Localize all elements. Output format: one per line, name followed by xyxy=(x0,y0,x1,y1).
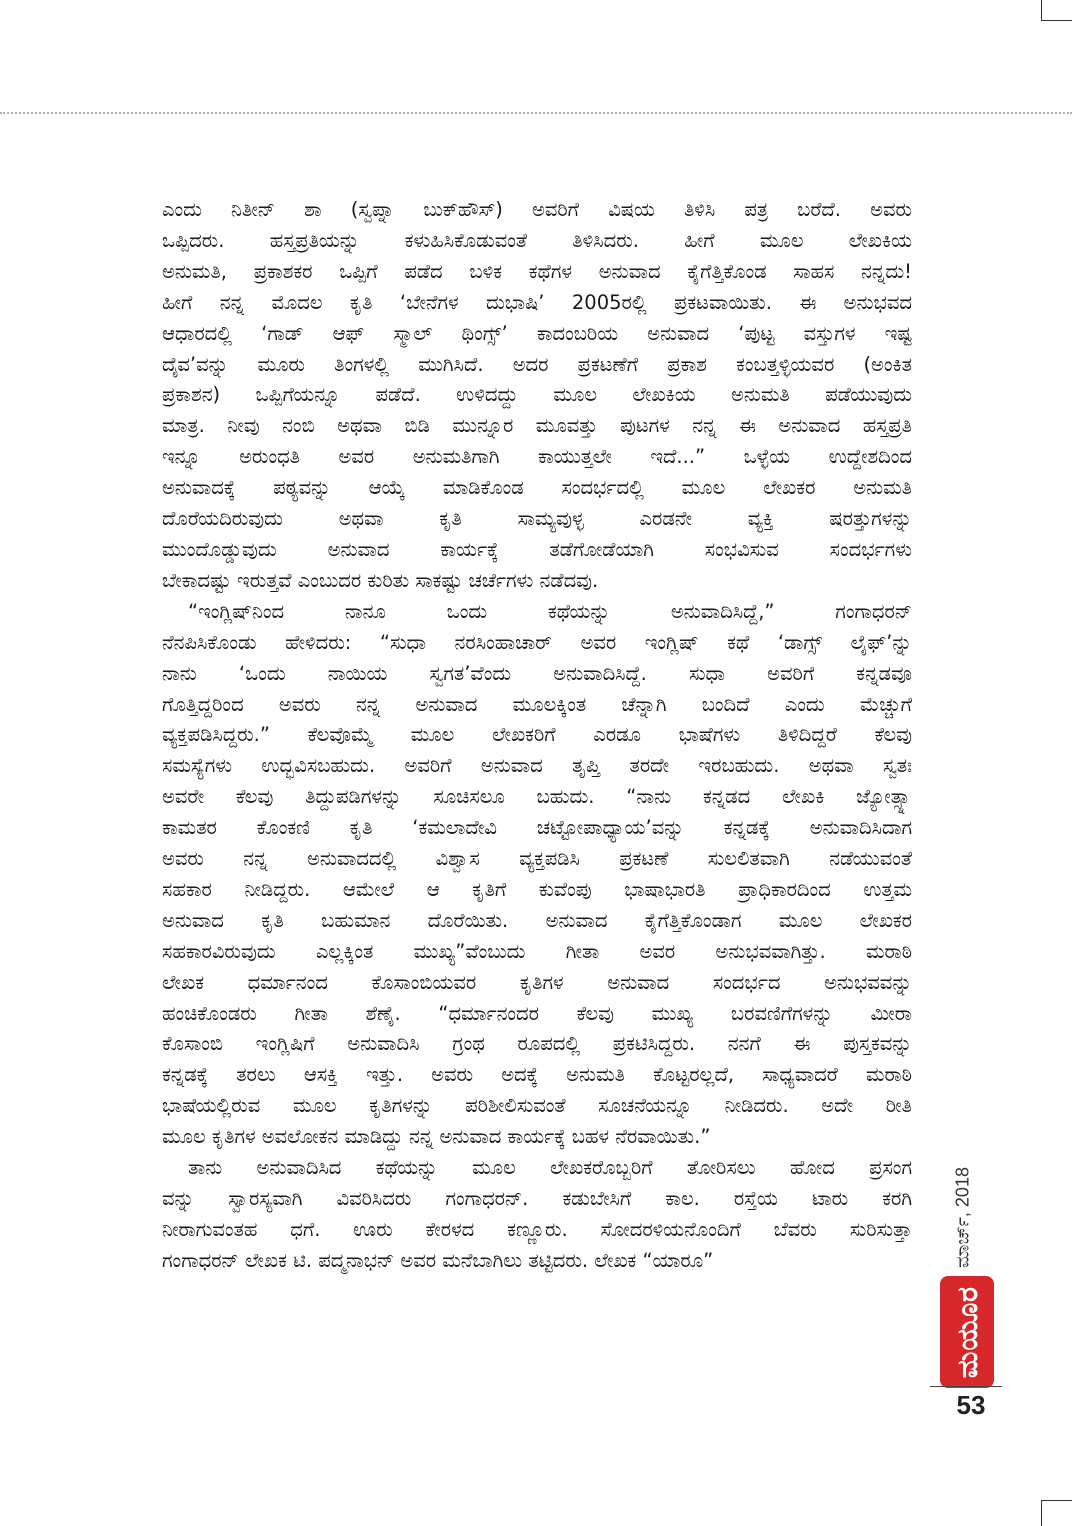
text-line: ವ್ಯಕ್ತಪಡಿಸಿದ್ದರು.” ಕೆಲವೊಮ್ಮೆ ಮೂಲ ಲೇಖಕರಿಗೆ ಎರಡೂ ಭಾಷೆಗಳು ತಿಳಿದಿದ್ದರೆ ಕೆಲವು xyxy=(162,723,912,747)
page-number: 53 xyxy=(956,1390,986,1420)
text-line: ನೀರಾಗುವಂತಹ ಧಗೆ. ಊರು ಕೇರಳದ ಕಣ್ಣೂರು. ಸೋದರಳಿಯನೊಂದಿಗೆ ಬೆವರು ಸುರಿಸುತ್ತಾ xyxy=(162,1217,912,1241)
text-line: ಎಂದು ನಿತೀನ್ ಶಾ (ಸ್ವಪ್ನಾ ಬುಕ್‌ಹೌಸ್) ಅವರಿಗೆ ವಿಷಯ ತಿಳಿಸಿ ಪತ್ರ ಬರೆದೆ. ಅವರು xyxy=(162,198,912,221)
text-line: ತಾನು ಅನುವಾದಿಸಿದ ಕಥೆಯನ್ನು ಮೂಲ ಲೇಖಕರೊಬ್ಬರಿಗೆ ತೋರಿಸಲು ಹೋದ ಪ್ರಸಂಗ xyxy=(188,1156,912,1180)
text-line: ಅನುವಾದ ಕೃತಿ ಬಹುಮಾನ ದೊರೆಯಿತು. ಅನುವಾದ ಕೈಗೆತ್ತಿಕೊಂಡಾಗ ಮೂಲ ಲೇಖಕರ xyxy=(162,908,912,932)
crop-mark-bottom-right xyxy=(1041,1500,1072,1526)
text-line: ಸಮಸ್ಯೆಗಳು ಉದ್ಭವಿಸಬಹುದು. ಅವರಿಗೆ ಅನುವಾದ ತೃಪ್ತಿ ತರದೇ ಇರಬಹುದು. ಅಥವಾ ಸ್ವತಃ xyxy=(162,754,912,778)
text-line: ಲೇಖಕ ಧರ್ಮಾನಂದ ಕೊಸಾಂಬಿಯವರ ಕೃತಿಗಳ ಅನುವಾದ ಸಂದರ್ಭದ ಅನುಭವವನ್ನು xyxy=(162,970,912,994)
text-line: ಸಹಕಾರವಿರುವುದು ಎಲ್ಲಕ್ಕಿಂತ ಮುಖ್ಯ”ವೆಂಬುದು ಗೀತಾ ಅವರ ಅನುಭವವಾಗಿತ್ತು. ಮರಾಠಿ xyxy=(162,939,912,963)
text-line: ದೊರೆಯದಿರುವುದು ಅಥವಾ ಕೃತಿ ಸಾಮ್ಯವುಳ್ಳ ಎರಡನೇ ವ್ಯಕ್ತಿ ಷರತ್ತುಗಳನ್ನು xyxy=(162,507,912,531)
text-line: ಹಂಚಿಕೊಂಡರು ಗೀತಾ ಶೆಣೈ. “ಧರ್ಮಾನಂದರ ಕೆಲವು ಮುಖ್ಯ ಬರವಣಿಗೆಗಳನ್ನು ಮೀರಾ xyxy=(162,1001,912,1025)
text-line: “ಇಂಗ್ಲಿಷ್‌ನಿಂದ ನಾನೂ ಒಂದು ಕಥೆಯನ್ನು ಅನುವಾದಿಸಿದ್ದೆ,” ಗಂಗಾಧರನ್ xyxy=(188,599,912,623)
text-line: ಅವರೇ ಕೆಲವು ತಿದ್ದುಪಡಿಗಳನ್ನು ಸೂಚಿಸಲೂ ಬಹುದು. “ನಾನು ಕನ್ನಡದ ಲೇಖಕಿ ಜ್ಯೋತ್ಸ್ನಾ xyxy=(162,785,912,809)
magazine-logo-text: ಮಯೂರ xyxy=(950,1285,984,1379)
text-line: ಹೀಗೆ ನನ್ನ ಮೊದಲ ಕೃತಿ ‘ಬೇನೆಗಳ ದುಭಾಷಿ’ 2005ರಲ್ಲಿ ಪ್ರಕಟವಾಯಿತು. ಈ ಅನುಭವದ xyxy=(162,290,912,314)
text-line: ನೆನಪಿಸಿಕೊಂಡು ಹೇಳಿದರು: “ಸುಧಾ ನರಸಿಂಹಾಚಾರ್ ಅವರ ಇಂಗ್ಲಿಷ್ ಕಥೆ ‘ಡಾಗ್ಸ್ ಲೈಫ್’ನ್ನು xyxy=(162,630,912,654)
text-line: ಅನುಮತಿ, ಪ್ರಕಾಶಕರ ಒಪ್ಪಿಗೆ ಪಡೆದ ಬಳಿಕ ಕಥೆಗಳ ಅನುವಾದ ಕೈಗೆತ್ತಿಕೊಂಡ ಸಾಹಸ ನನ್ನದು! xyxy=(162,259,912,283)
dotted-rule xyxy=(0,112,1072,114)
text-line: ಕನ್ನಡಕ್ಕೆ ತರಲು ಆಸಕ್ತಿ ಇತ್ತು. ಅವರು ಅದಕ್ಕೆ ಅನುಮತಿ ಕೊಟ್ಟರಲ್ಲದೆ, ಸಾಧ್ಯವಾದರೆ ಮರಾಠಿ xyxy=(162,1063,912,1087)
text-line: ಗಂಗಾಧರನ್ ಲೇಖಕ ಟಿ. ಪದ್ಮನಾಭನ್ ಅವರ ಮನೆಬಾಗಿಲು ತಟ್ಟಿದರು. ಲೇಖಕ “ಯಾರೂ” xyxy=(162,1248,714,1272)
article-body xyxy=(162,195,912,1277)
text-line: ವನ್ನು ಸ್ವಾರಸ್ಯವಾಗಿ ವಿವರಿಸಿದರು ಗಂಗಾಧರನ್. ಕಡುಬೇಸಿಗೆ ಕಾಲ. ರಸ್ತೆಯ ಟಾರು ಕರಗಿ xyxy=(162,1187,912,1210)
crop-mark-top-right xyxy=(1041,0,1072,21)
text-line: ನಾನು ‘ಒಂದು ನಾಯಿಯ ಸ್ವಗತ’ವೆಂದು ಅನುವಾದಿಸಿದ್ದೆ. ಸುಧಾ ಅವರಿಗೆ ಕನ್ನಡವೂ xyxy=(162,661,912,685)
text-line: ಆಧಾರದಲ್ಲಿ ‘ಗಾಡ್ ಆಫ್ ಸ್ಮಾಲ್ ಥಿಂಗ್ಸ್’ ಕಾದಂಬರಿಯ ಅನುವಾದ ‘ಪುಟ್ಟ ವಸ್ತುಗಳ ಇಷ್ಟ xyxy=(162,321,912,345)
text-line: ಕೊಸಾಂಬಿ ಇಂಗ್ಲಿಷಿಗೆ ಅನುವಾದಿಸಿ ಗ್ರಂಥ ರೂಪದಲ್ಲಿ ಪ್ರಕಟಿಸಿದ್ದರು. ನನಗೆ ಈ ಪುಸ್ತಕವನ್ನು xyxy=(162,1032,912,1056)
text-line: ಮಾತ್ರ. ನೀವು ನಂಬಿ ಅಥವಾ ಬಿಡಿ ಮುನ್ನೂರ ಮೂವತ್ತು ಪುಟಗಳ ನನ್ನ ಈ ಅನುವಾದ ಹಸ್ತಪ್ರತಿ xyxy=(162,414,912,438)
text-line: ಬೇಕಾದಷ್ಟು ಇರುತ್ತವೆ ಎಂಬುದರ ಕುರಿತು ಸಾಕಷ್ಟು ಚರ್ಚೆಗಳು ನಡೆದವು. xyxy=(162,568,599,592)
text-line: ಮುಂದೊಡ್ಡುವುದು ಅನುವಾದ ಕಾರ್ಯಕ್ಕೆ ತಡೆಗೋಡೆಯಾಗಿ ಸಂಭವಿಸುವ ಸಂದರ್ಭಗಳು xyxy=(162,537,912,561)
page-number-rule xyxy=(930,1386,1002,1387)
text-line: ಅವರು ನನ್ನ ಅನುವಾದದಲ್ಲಿ ವಿಶ್ವಾಸ ವ್ಯಕ್ತಪಡಿಸಿ ಪ್ರಕಟಣೆ ಸುಲಲಿತವಾಗಿ ನಡೆಯುವಂತೆ xyxy=(162,847,912,871)
text-line: ಕಾಮತರ ಕೊಂಕಣಿ ಕೃತಿ ‘ಕಮಲಾದೇವಿ ಚಟ್ಟೋಪಾಧ್ಯಾಯ’ವನ್ನು ಕನ್ನಡಕ್ಕೆ ಅನುವಾದಿಸಿದಾಗ xyxy=(162,816,912,840)
text-line: ದೈವ’ವನ್ನು ಮೂರು ತಿಂಗಳಲ್ಲಿ ಮುಗಿಸಿದೆ. ಅದರ ಪ್ರಕಟಣೆಗೆ ಪ್ರಕಾಶ ಕಂಬತ್ತಳ್ಳಿಯವರ (ಅಂಕಿತ xyxy=(162,352,912,376)
text-line: ಇನ್ನೂ ಅರುಂಧತಿ ಅವರ ಅನುಮತಿಗಾಗಿ ಕಾಯುತ್ತಲೇ ಇದೆ...” ಒಳ್ಳೆಯ ಉದ್ದೇಶದಿಂದ xyxy=(162,445,912,469)
text-line: ಅನುವಾದಕ್ಕೆ ಪಠ್ಯವನ್ನು ಆಯ್ಕೆ ಮಾಡಿಕೊಂಡ ಸಂದರ್ಭದಲ್ಲಿ ಮೂಲ ಲೇಖಕರ ಅನುಮತಿ xyxy=(162,476,912,500)
issue-date: ಮಾರ್ಚ್, 2018 xyxy=(952,1167,973,1268)
magazine-logo xyxy=(940,1276,994,1388)
text-line: ಗೊತ್ತಿದ್ದರಿಂದ ಅವರು ನನ್ನ ಅನುವಾದ ಮೂಲಕ್ಕಿಂತ ಚೆನ್ನಾಗಿ ಬಂದಿದೆ ಎಂದು ಮೆಚ್ಚುಗೆ xyxy=(162,692,912,716)
text-line: ಭಾಷೆಯಲ್ಲಿರುವ ಮೂಲ ಕೃತಿಗಳನ್ನು ಪರಿಶೀಲಿಸುವಂತೆ ಸೂಚನೆಯನ್ನೂ ನೀಡಿದರು. ಅದೇ ರೀತಿ xyxy=(162,1094,912,1118)
text-line: ಮೂಲ ಕೃತಿಗಳ ಅವಲೋಕನ ಮಾಡಿದ್ದು ನನ್ನ ಅನುವಾದ ಕಾರ್ಯಕ್ಕೆ ಬಹಳ ನೆರವಾಯಿತು.” xyxy=(162,1125,711,1149)
text-line: ಸಹಕಾರ ನೀಡಿದ್ದರು. ಆಮೇಲೆ ಆ ಕೃತಿಗೆ ಕುವೆಂಪು ಭಾಷಾಭಾರತಿ ಪ್ರಾಧಿಕಾರದಿಂದ ಉತ್ತಮ xyxy=(162,877,912,901)
text-line: ಒಪ್ಪಿದರು. ಹಸ್ತಪ್ರತಿಯನ್ನು ಕಳುಹಿಸಿಕೊಡುವಂತೆ ತಿಳಿಸಿದರು. ಹೀಗೆ ಮೂಲ ಲೇಖಕಿಯ xyxy=(162,228,912,252)
text-line: ಪ್ರಕಾಶನ) ಒಪ್ಪಿಗೆಯನ್ನೂ ಪಡೆದೆ. ಉಳಿದದ್ದು ಮೂಲ ಲೇಖಕಿಯ ಅನುಮತಿ ಪಡೆಯುವುದು xyxy=(162,383,912,407)
